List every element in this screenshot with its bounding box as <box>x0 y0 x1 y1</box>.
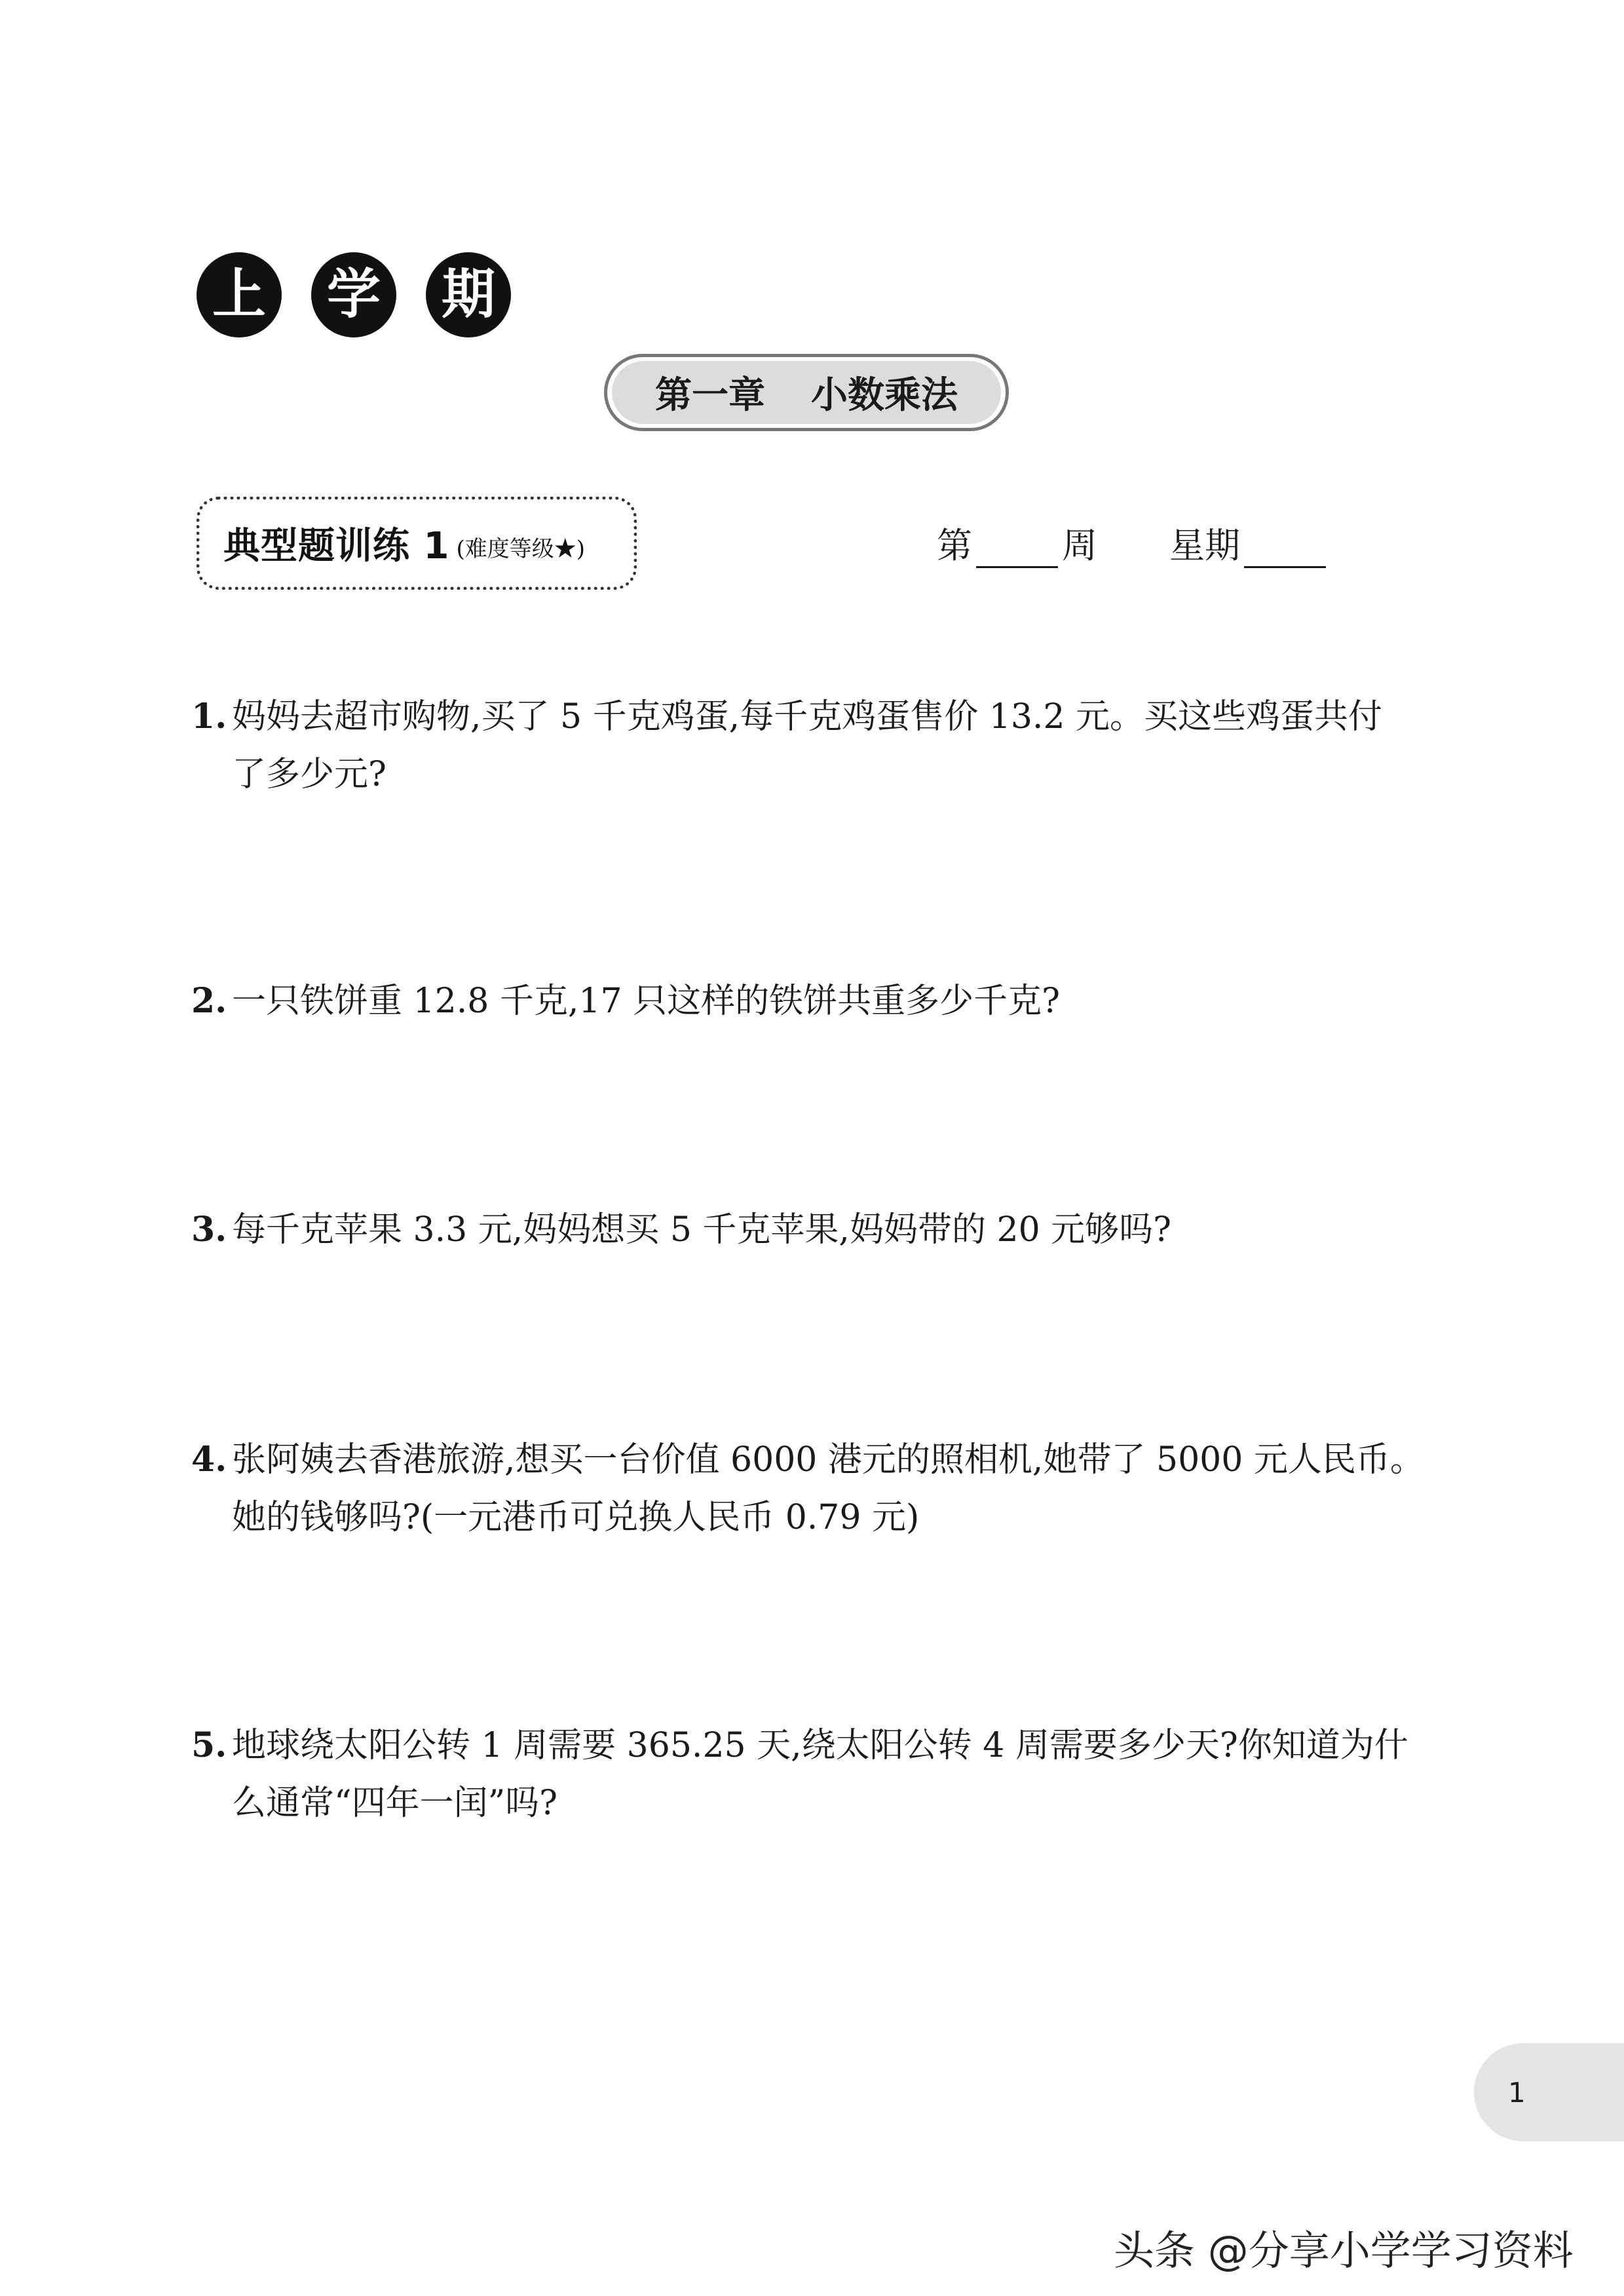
problem-text: 每千克苹果 3.3 元,妈妈想买 5 千克苹果,妈妈带的 20 元够吗? <box>232 1210 1172 1250</box>
week-suffix: 周 <box>1062 525 1097 566</box>
chapter-title: 小数乘法 <box>811 374 958 417</box>
page-number-tab <box>1474 2043 1624 2141</box>
weekday-blank[interactable] <box>1244 532 1326 568</box>
problem-4 <box>191 1431 1449 1546</box>
problem-text: 张阿姨去香港旅游,想买一台价值 6000 港元的照相机,她带了 5000 元人民币。 <box>232 1440 1424 1480</box>
problem-number: 2. <box>191 981 227 1021</box>
problem-text: 妈妈去超市购物,买了 5 千克鸡蛋,每千克鸡蛋售价 13.2 元。买这些鸡蛋共付 <box>232 697 1383 737</box>
chapter-banner-inner <box>612 361 1001 424</box>
semester-heading <box>197 252 511 337</box>
week-prefix: 第 <box>937 525 972 566</box>
problem-2 <box>191 972 1449 1030</box>
semester-char-1: 上 <box>197 252 282 337</box>
chapter-number: 第一章 <box>655 374 765 417</box>
problem-text: 一只铁饼重 12.8 千克,17 只这样的铁饼共重多少千克? <box>232 982 1060 1021</box>
watermark: 头条 @分享小学学习资料 <box>1114 2227 1574 2274</box>
page-number: 1 <box>1508 2076 1526 2109</box>
problem-number: 4. <box>191 1440 227 1480</box>
difficulty-label: (难度等级★) <box>456 535 585 562</box>
semester-char-3: 期 <box>426 252 511 337</box>
problem-text-continued: 她的钱够吗?(一元港币可兑换人民币 0.79 元) <box>232 1498 920 1537</box>
chapter-banner <box>604 354 1009 431</box>
problem-text-continued: 么通常“四年一闰”吗? <box>232 1784 558 1823</box>
weekday-label: 星期 <box>1169 525 1240 566</box>
week-blank[interactable] <box>976 532 1058 568</box>
problem-text-continued: 了多少元? <box>232 755 387 794</box>
semester-char-2: 学 <box>311 252 396 337</box>
problem-number: 1. <box>191 697 227 737</box>
training-title: 典型题训练 1 <box>223 525 450 567</box>
problem-3 <box>191 1201 1449 1259</box>
problem-5 <box>191 1717 1449 1832</box>
problem-text: 地球绕太阳公转 1 周需要 365.25 天,绕太阳公转 4 周需要多少天?你知道为什 <box>232 1726 1408 1765</box>
problem-1 <box>191 688 1449 803</box>
schedule-line <box>937 518 1330 568</box>
problem-number: 5. <box>191 1725 227 1765</box>
problem-number: 3. <box>191 1210 227 1250</box>
training-label-box <box>197 497 637 590</box>
